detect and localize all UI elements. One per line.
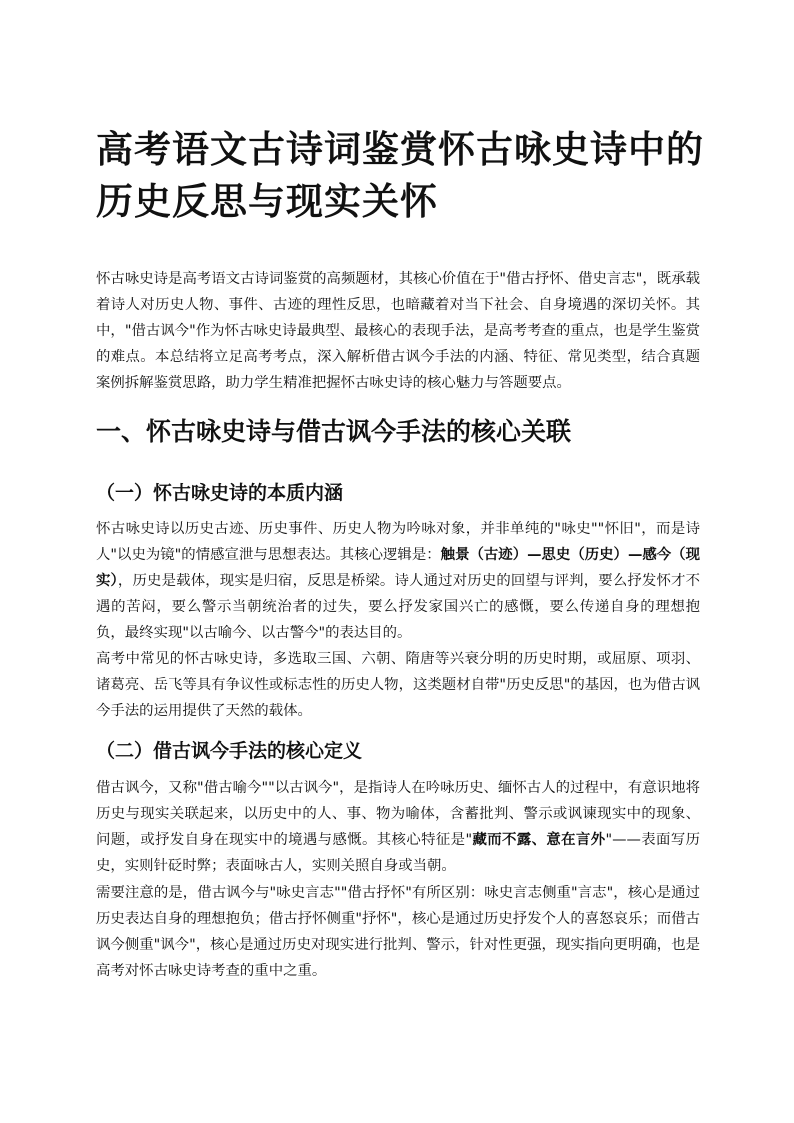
paragraph-distinction: 需要注意的是，借古讽今与"咏史言志""借古抒怀"有所区别：咏史言志侧重"言志"，核心是通过历史表达自身的理想抱负；借古抒怀侧重"抒怀"，核心是通过历史抒发个人的喜怒哀乐；而借古讽今侧重"讽今"，核心是通过历史对现实进行批判、警示，针对性更强，现实指向更明确，也是高考对怀古咏史诗考查的重中之重。 xyxy=(96,885,700,979)
paragraph-text: "——表面写历史，实则针砭时弊；表面咏古人，实则关照自身或当朝。 xyxy=(96,832,700,874)
paragraph-common-topics: 高考中常见的怀古咏史诗，多选取三国、六朝、隋唐等兴衰分明的历史时期，或屈原、项羽、诸葛亮、岳飞等具有争议性或标志性的历史人物，这类题材自带"历史反思"的基因，也为借古讽今手法的运用提供了天然的载体。 xyxy=(96,651,700,719)
paragraph-text: 借古讽今，又称"借古喻今""以古讽今"，是指诗人在吟咏历史、缅怀古人的过程中，有意识地将历史与现实关联起来，以历史中的人、事、物为喻体，含蓄批判、警示或讽谏现实中的现象、问题，或抒发自身在现实中的境遇与感慨。其核心特征是" xyxy=(96,780,700,848)
intro-paragraph: 怀古咏史诗是高考语文古诗词鉴赏的高频题材，其核心价值在于"借古抒怀、借史言志"，既承载着诗人对历史人物、事件、古迹的理性反思，也暗藏着对当下社会、自身境遇的深切关怀。其中，"借古讽今"作为怀古咏史诗最典型、最核心的表现手法，是高考考查的重点，也是学生鉴赏的难点。本总结将立足高考考点，深入解析借古讽今手法的内涵、特征、常见类型，结合真题案例拆解鉴赏思路，助力学生精准把握怀古咏史诗的核心魅力与答题要点。 xyxy=(96,271,700,391)
bold-core-feature: 藏而不露、意在言外 xyxy=(472,832,606,848)
document-title: 高考语文古诗词鉴赏怀古咏史诗中的历史反思与现实关怀 xyxy=(96,128,704,223)
paragraph-definition xyxy=(96,775,700,879)
bold-logic-chain: 触景（古迹）—思史（历史）—感今（现实） xyxy=(96,547,700,589)
paragraph-essence xyxy=(96,516,700,646)
section-heading-1: 一、怀古咏史诗与借古讽今手法的核心关联 xyxy=(96,417,572,446)
subsection-heading-1: （一）怀古咏史诗的本质内涵 xyxy=(96,482,344,504)
paragraph-text: ，历史是载体，现实是归宿，反思是桥梁。诗人通过对历史的回望与评判，要么抒发怀才不遇的苦闷，要么警示当朝统治者的过失，要么抒发家国兴亡的感慨，要么传递自身的理想抱负，最终实现"以古喻今、以古警今"的表达目的。 xyxy=(96,573,700,641)
paragraph-text: 怀古咏史诗以历史古迹、历史事件、历史人物为吟咏对象，并非单纯的"咏史""怀旧"，而是诗人"以史为镜"的情感宣泄与思想表达。其核心逻辑是： xyxy=(96,521,700,563)
subsection-heading-2: （二）借古讽今手法的核心定义 xyxy=(96,740,363,762)
